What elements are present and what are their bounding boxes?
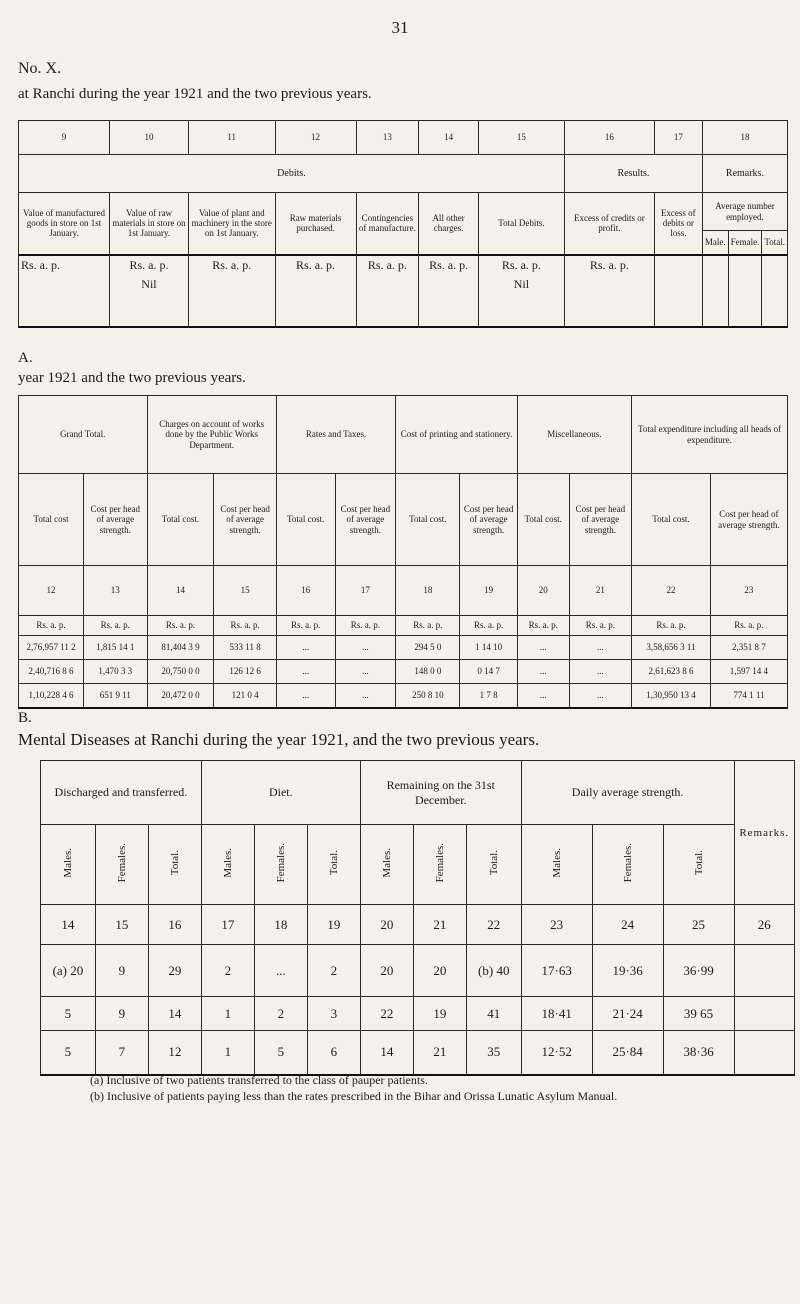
empty-cell xyxy=(654,255,702,277)
cell: 39 65 xyxy=(663,997,734,1031)
sub-header: Males. xyxy=(380,847,393,878)
cell: 21·24 xyxy=(592,997,663,1031)
col-num: 19 xyxy=(307,905,360,945)
cell: 2,61,623 8 6 xyxy=(632,660,711,684)
sub-header: Cost per head of average strength. xyxy=(214,474,276,566)
col-num: 16 xyxy=(148,905,201,945)
header-cell: Value of plant and machinery in the store on 1st January. xyxy=(188,193,275,255)
cell: 3,58,656 3 11 xyxy=(632,636,711,660)
unit-cell: Rs. a. p. xyxy=(569,616,631,636)
empty-cell xyxy=(654,277,702,327)
col-num: 25 xyxy=(663,905,734,945)
unit-cell: Rs. a. p. xyxy=(478,255,564,277)
sub-header: Total cost xyxy=(19,474,84,566)
cell: 14 xyxy=(360,1031,413,1075)
expenditure-table xyxy=(18,395,788,709)
cell: 2 xyxy=(307,945,360,997)
table-row xyxy=(41,1031,795,1075)
sub-header: Total cost. xyxy=(517,474,569,566)
cell: 12 xyxy=(148,1031,201,1075)
empty-cell xyxy=(728,277,762,327)
cell: ... xyxy=(569,660,631,684)
group-header: Total expenditure including all heads of expenditure. xyxy=(632,396,788,474)
header-cell: Excess of debits or loss. xyxy=(654,193,702,255)
sub-header: Cost per head of average strength. xyxy=(710,474,787,566)
caption-top: at Ranchi during the year 1921 and the two previous years. xyxy=(18,86,372,102)
group-header: Miscellaneous. xyxy=(517,396,631,474)
table-row xyxy=(41,997,795,1031)
page-number: 31 xyxy=(391,18,409,37)
cell: 9 xyxy=(95,997,148,1031)
col-num: 15 xyxy=(214,566,276,616)
unit-cell: Rs. a. p. xyxy=(710,616,787,636)
header-cell: Value of raw materials in store on 1st January. xyxy=(110,193,189,255)
cell: 20,750 0 0 xyxy=(147,660,214,684)
col-num: 21 xyxy=(569,566,631,616)
col-num: 13 xyxy=(84,566,147,616)
unit-cell: Rs. a. p. xyxy=(110,255,189,277)
empty-cell xyxy=(19,277,110,327)
col-num: 24 xyxy=(592,905,663,945)
unit-cell: Rs. a. p. xyxy=(335,616,396,636)
empty-cell xyxy=(419,277,479,327)
cell: 6 xyxy=(307,1031,360,1075)
cell: 29 xyxy=(148,945,201,997)
group-header: Grand Total. xyxy=(19,396,148,474)
group-remarks: Remarks. xyxy=(702,155,787,193)
group-header: Remaining on the 31st December. xyxy=(360,761,521,825)
sub-header: Females. xyxy=(115,842,128,883)
sub-header: Total. xyxy=(168,849,181,876)
unit-cell: Rs. a. p. xyxy=(419,255,479,277)
cell: 1,597 14 4 xyxy=(710,660,787,684)
cell: 35 xyxy=(466,1031,521,1075)
empty-cell xyxy=(734,945,794,997)
nil-cell: Nil xyxy=(110,277,189,327)
cell: 2 xyxy=(254,997,307,1031)
col-num: 22 xyxy=(466,905,521,945)
section-b-label: B. xyxy=(18,710,32,726)
cell: 533 11 8 xyxy=(214,636,276,660)
group-header: Discharged and transferred. xyxy=(41,761,202,825)
cell: 18·41 xyxy=(521,997,592,1031)
cell: ... xyxy=(276,636,335,660)
col-num: 17 xyxy=(201,905,254,945)
cell: ... xyxy=(569,684,631,708)
unit-cell: Rs. a. p. xyxy=(564,255,654,277)
section-a-caption: year 1921 and the two previous years. xyxy=(18,370,246,386)
cell: 25·84 xyxy=(592,1031,663,1075)
unit-cell: Rs. a. p. xyxy=(19,616,84,636)
col-num: 22 xyxy=(632,566,711,616)
col-num: 9 xyxy=(19,121,110,155)
unit-cell: Rs. a. p. xyxy=(275,255,356,277)
empty-cell xyxy=(564,277,654,327)
cell: 121 0 4 xyxy=(214,684,276,708)
col-num: 12 xyxy=(19,566,84,616)
cell: 12·52 xyxy=(521,1031,592,1075)
sub-header: Females. xyxy=(274,842,287,883)
empty-cell xyxy=(734,997,794,1031)
col-num: 17 xyxy=(654,121,702,155)
header-cell: Average number employed. xyxy=(702,193,787,231)
cell: 7 xyxy=(95,1031,148,1075)
cell: 38·36 xyxy=(663,1031,734,1075)
cell: 22 xyxy=(360,997,413,1031)
header-cell: Raw materials purchased. xyxy=(275,193,356,255)
empty-cell xyxy=(356,277,419,327)
col-num: 18 xyxy=(254,905,307,945)
col-num: 23 xyxy=(521,905,592,945)
header-cell: Contingencies of manufacture. xyxy=(356,193,419,255)
cell: 2,76,957 11 2 xyxy=(19,636,84,660)
sub-header: Cost per head of average strength. xyxy=(569,474,631,566)
col-num: 12 xyxy=(275,121,356,155)
unit-cell: Rs. a. p. xyxy=(460,616,517,636)
col-num: 19 xyxy=(460,566,517,616)
unit-cell: Rs. a. p. xyxy=(19,255,110,277)
cell: 5 xyxy=(41,1031,96,1075)
cell: 3 xyxy=(307,997,360,1031)
sub-header: Females. xyxy=(433,842,446,883)
col-num: 16 xyxy=(564,121,654,155)
unit-cell: Rs. a. p. xyxy=(188,255,275,277)
cell: 81,404 3 9 xyxy=(147,636,214,660)
cell: 651 9 11 xyxy=(84,684,147,708)
col-num: 14 xyxy=(41,905,96,945)
cell: 20 xyxy=(360,945,413,997)
cell: 36·99 xyxy=(663,945,734,997)
cell: 5 xyxy=(41,997,96,1031)
cell: 1,10,228 4 6 xyxy=(19,684,84,708)
cell: 5 xyxy=(254,1031,307,1075)
sub-header: Males. xyxy=(550,847,563,878)
empty-cell xyxy=(702,277,728,327)
group-header: Charges on account of works done by the Public Works Department. xyxy=(147,396,276,474)
cell: 1,470 3 3 xyxy=(84,660,147,684)
cell: ... xyxy=(335,660,396,684)
cell: 20,472 0 0 xyxy=(147,684,214,708)
group-header: Rates and Taxes. xyxy=(276,396,395,474)
cell: 1 xyxy=(201,1031,254,1075)
footnotes xyxy=(90,1072,617,1104)
cell: 250 8 10 xyxy=(396,684,460,708)
sub-header: Total. xyxy=(692,849,705,876)
empty-cell xyxy=(762,277,788,327)
sub-header: Total cost. xyxy=(276,474,335,566)
cell: 17·63 xyxy=(521,945,592,997)
footnote-b: (b) Inclusive of patients paying less than the rates prescribed in the Bihar and Orissa Lunatic Asylum Manual. xyxy=(90,1089,618,1104)
unit-cell: Rs. a. p. xyxy=(356,255,419,277)
cell: 2,351 8 7 xyxy=(710,636,787,660)
empty-cell xyxy=(275,277,356,327)
header-cell: All other charges. xyxy=(419,193,479,255)
unit-cell: Rs. a. p. xyxy=(84,616,147,636)
unit-cell: Rs. a. p. xyxy=(276,616,335,636)
unit-cell: Rs. a. p. xyxy=(214,616,276,636)
cell: 20 xyxy=(413,945,466,997)
cell: 1 7 8 xyxy=(460,684,517,708)
sub-header: Total cost. xyxy=(147,474,214,566)
col-num: 16 xyxy=(276,566,335,616)
cell: 21 xyxy=(413,1031,466,1075)
col-num: 15 xyxy=(478,121,564,155)
empty-cell xyxy=(762,255,788,277)
mental-diseases-table xyxy=(40,760,795,1076)
unit-cell: Rs. a. p. xyxy=(396,616,460,636)
col-num: 26 xyxy=(734,905,794,945)
table-row xyxy=(19,684,788,708)
sub-header: Female. xyxy=(728,231,762,255)
group-header: Diet. xyxy=(201,761,360,825)
header-cell: Excess of credits or profit. xyxy=(564,193,654,255)
cell: ... xyxy=(569,636,631,660)
sub-header: Total. xyxy=(487,849,500,876)
sub-header: Total. xyxy=(762,231,788,255)
sub-header: Total. xyxy=(327,849,340,876)
sub-header: Male. xyxy=(702,231,728,255)
cell: ... xyxy=(335,684,396,708)
cell: 0 14 7 xyxy=(460,660,517,684)
group-header: Cost of printing and stationery. xyxy=(396,396,517,474)
group-results: Results. xyxy=(564,155,702,193)
cell: 19 xyxy=(413,997,466,1031)
table-number: No. X. xyxy=(18,60,62,77)
col-num: 17 xyxy=(335,566,396,616)
cell: (a) 20 xyxy=(41,945,96,997)
sub-header: Males. xyxy=(221,847,234,878)
col-num: 21 xyxy=(413,905,466,945)
col-num: 18 xyxy=(702,121,787,155)
cell: 774 1 11 xyxy=(710,684,787,708)
cell: ... xyxy=(517,684,569,708)
col-num: 18 xyxy=(396,566,460,616)
col-num: 11 xyxy=(188,121,275,155)
table-row xyxy=(19,636,788,660)
cell: ... xyxy=(276,660,335,684)
table-row xyxy=(41,945,795,997)
cell: 2 xyxy=(201,945,254,997)
unit-cell: Rs. a. p. xyxy=(517,616,569,636)
sub-header: Cost per head of average strength. xyxy=(460,474,517,566)
cell: 294 5 0 xyxy=(396,636,460,660)
cell: 1 xyxy=(201,997,254,1031)
section-a-label: A. xyxy=(18,350,33,366)
unit-cell: Rs. a. p. xyxy=(147,616,214,636)
cell: 148 0 0 xyxy=(396,660,460,684)
cell: 14 xyxy=(148,997,201,1031)
nil-cell: Nil xyxy=(478,277,564,327)
cell: ... xyxy=(276,684,335,708)
sub-header: Cost per head of average strength. xyxy=(335,474,396,566)
cell: 126 12 6 xyxy=(214,660,276,684)
cell: ... xyxy=(517,660,569,684)
remarks-header: Remarks. xyxy=(734,761,794,905)
cell: 41 xyxy=(466,997,521,1031)
cell: 9 xyxy=(95,945,148,997)
cell: ... xyxy=(517,636,569,660)
debits-results-table xyxy=(18,120,788,328)
cell: ... xyxy=(254,945,307,997)
cell: 1 14 10 xyxy=(460,636,517,660)
col-num: 23 xyxy=(710,566,787,616)
sub-header: Females. xyxy=(621,842,634,883)
footnote-a: (a) Inclusive of two patients transferred to the class of pauper patients. xyxy=(90,1073,428,1087)
empty-cell xyxy=(734,1031,794,1075)
col-num: 15 xyxy=(95,905,148,945)
col-num: 14 xyxy=(147,566,214,616)
group-debits: Debits. xyxy=(19,155,565,193)
cell: 1,815 14 1 xyxy=(84,636,147,660)
col-num: 14 xyxy=(419,121,479,155)
empty-cell xyxy=(702,255,728,277)
cell: (b) 40 xyxy=(466,945,521,997)
cell: ... xyxy=(335,636,396,660)
col-num: 20 xyxy=(360,905,413,945)
empty-cell xyxy=(728,255,762,277)
cell: 2,40,716 8 6 xyxy=(19,660,84,684)
header-cell: Total Debits. xyxy=(478,193,564,255)
col-num: 13 xyxy=(356,121,419,155)
sub-header: Total cost. xyxy=(396,474,460,566)
col-num: 20 xyxy=(517,566,569,616)
group-header: Daily average strength. xyxy=(521,761,734,825)
cell: 1,30,950 13 4 xyxy=(632,684,711,708)
header-cell: Value of manufactured goods in store on 1st January. xyxy=(19,193,110,255)
sub-header: Cost per head of average strength. xyxy=(84,474,147,566)
unit-cell: Rs. a. p. xyxy=(632,616,711,636)
sub-header: Males. xyxy=(61,847,74,878)
cell: 19·36 xyxy=(592,945,663,997)
table-row xyxy=(19,660,788,684)
col-num: 10 xyxy=(110,121,189,155)
section-b-caption: Mental Diseases at Ranchi during the year 1921, and the two previous years. xyxy=(18,730,540,749)
empty-cell xyxy=(188,277,275,327)
sub-header: Total cost. xyxy=(632,474,711,566)
